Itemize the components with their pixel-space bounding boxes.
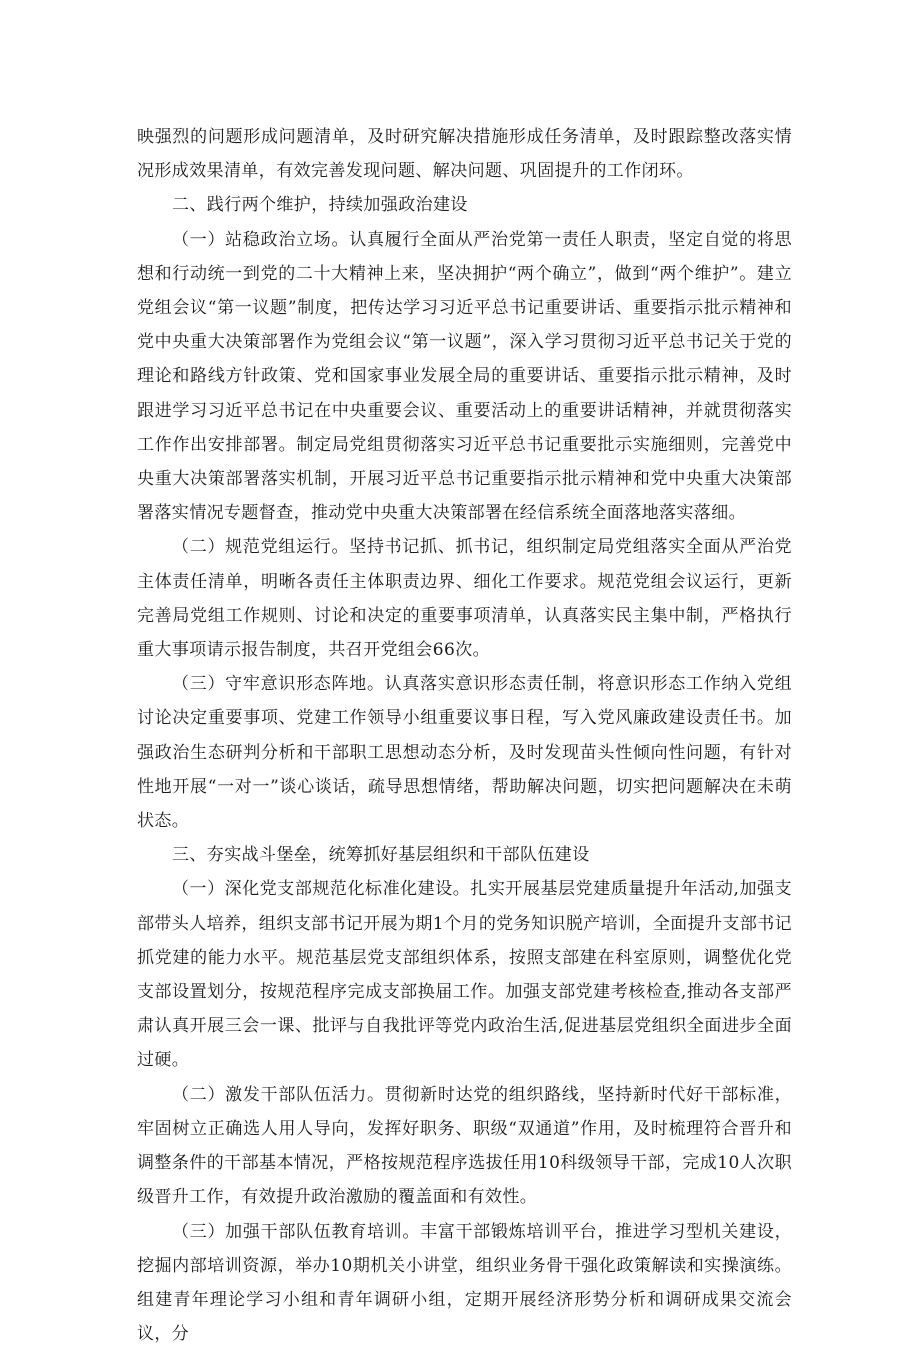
document-body [137, 120, 792, 1351]
paragraph-cadre-vitality: （二）激发干部队伍活力。贯彻新时达党的组织路线，坚持新时代好干部标准，牢固树立正确选人用人导向，发挥好职务、职级“双通道”作用，及时梳理符合晋升和调整条件的干部基本情况，严格按规范程序选拔任用10科级领导干部，完成10人次职级晋升工作，有效提升政治激励的覆盖面和有效性。 [137, 1078, 792, 1215]
section-heading-2: 二、践行两个维护，持续加强政治建设 [137, 188, 792, 222]
paragraph-political-stance: （一）站稳政治立场。认真履行全面从严治党第一责任人职责，坚定自觉的将思想和行动统一到党的二十大精神上来，坚决拥护“两个确立”，做到“两个维护”。建立党组会议“第一议题”制度，把传达学习习近平总书记重要讲话、重要指示批示精神和党中央重大决策部署作为党组会议“第一议题”，深入学习贯彻习近平总书记关于党的理论和路线方针政策、党和国家事业发展全局的重要讲话、重要指示批示精神，及时跟进学习习近平总书记在中央重要会议、重要活动上的重要讲话精神，并就贯彻落实工作作出安排部署。制定局党组贯彻落实习近平总书记重要批示实施细则，完善党中央重大决策部署落实机制，开展习近平总书记重要指示批示精神和党中央重大决策部署落实情况专题督查，推动党中央重大决策部署在经信系统全面落地落实落细。 [137, 223, 792, 531]
paragraph-cadre-training: （三）加强干部队伍教育培训。丰富干部锻炼培训平台，推进学习型机关建设，挖掘内部培训资源，举办10期机关小讲堂，组织业务骨干强化政策解读和实操演练。组建青年理论学习小组和青年调研小组，定期开展经济形势分析和调研成果交流会议，分 [137, 1215, 792, 1351]
paragraph-branch-standardization: （一）深化党支部规范化标准化建设。扎实开展基层党建质量提升年活动,加强支部带头人培养，组织支部书记开展为期1个月的党务知识脱产培训，全面提升支部书记抓党建的能力水平。规范基层党支部组织体系，按照支部建在科室原则，调整优化党支部设置划分，按规范程序完成支部换届工作。加强支部党建考核检查,推动各支部严肃认真开展三会一课、批评与自我批评等党内政治生活,促进基层党组织全面进步全面过硬。 [137, 872, 792, 1077]
paragraph-continuation: 映强烈的问题形成问题清单，及时研究解决措施形成任务清单，及时跟踪整改落实情况形成效果清单，有效完善发现问题、解决问题、巩固提升的工作闭环。 [137, 120, 792, 188]
section-heading-3: 三、夯实战斗堡垒，统筹抓好基层组织和干部队伍建设 [137, 838, 792, 872]
paragraph-ideology: （三）守牢意识形态阵地。认真落实意识形态责任制，将意识形态工作纳入党组讨论决定重要事项、党建工作领导小组重要议事日程，写入党风廉政建设责任书。加强政治生态研判分析和干部职工思想动态分析，及时发现苗头性倾向性问题，有针对性地开展“一对一”谈心谈话，疏导思想情绪，帮助解决问题，切实把问题解决在未萌状态。 [137, 667, 792, 838]
paragraph-party-group-operation: （二）规范党组运行。坚持书记抓、抓书记，组织制定局党组落实全面从严治党主体责任清单，明晰各责任主体职责边界、细化工作要求。规范党组会议运行，更新完善局党组工作规则、讨论和决定的重要事项清单，认真落实民主集中制，严格执行重大事项请示报告制度，共召开党组会66次。 [137, 530, 792, 667]
